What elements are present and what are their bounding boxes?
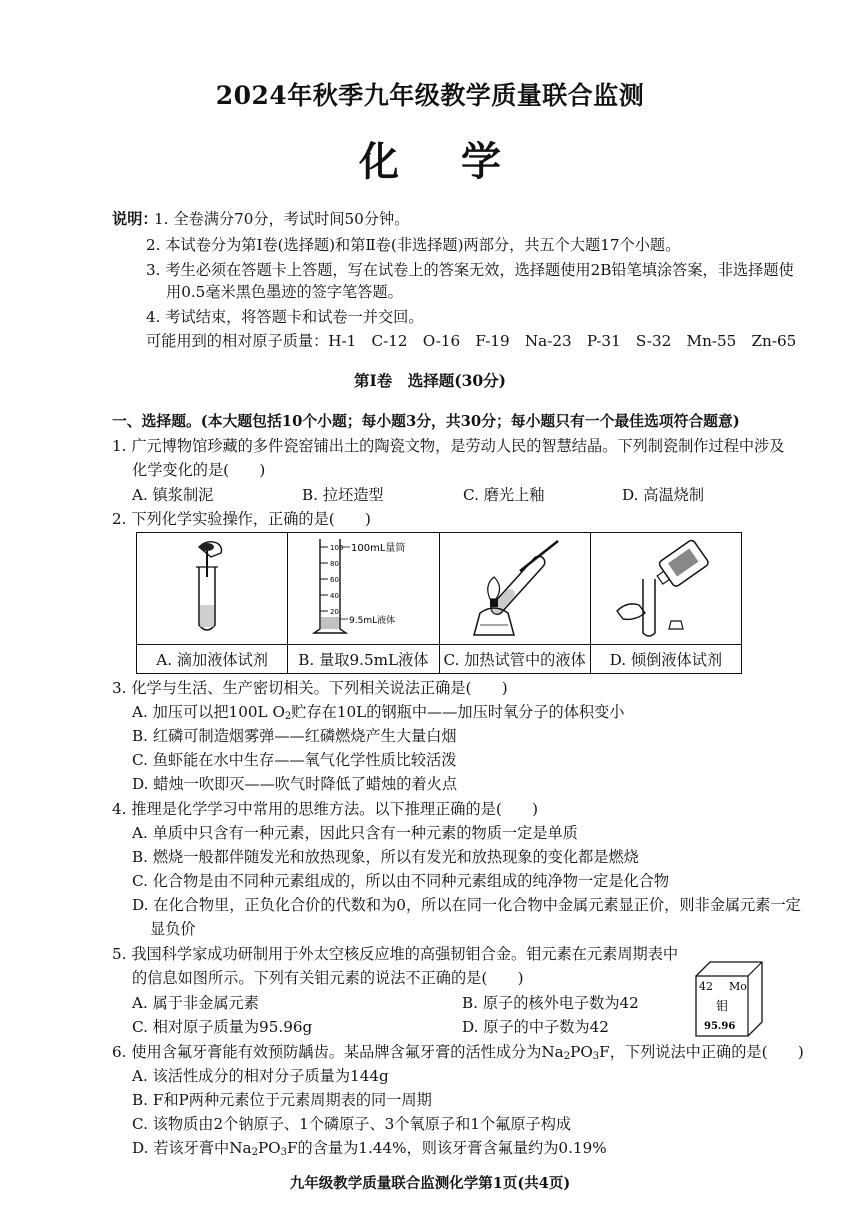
molybdenum-element-card	[692, 958, 764, 1038]
instruction-item: 1. 全卷满分70分，考试时间50分钟。	[154, 210, 410, 228]
question-4-stem: 4. 推理是化学学习中常用的思维方法。以下推理正确的是( )	[112, 800, 539, 818]
cylinder-tick: 80	[330, 560, 340, 568]
subject-title: 化学	[359, 138, 563, 185]
question-1-stem: 1. 广元博物馆珍藏的多件瓷窑铺出土的陶瓷文物，是劳动人民的智慧结晶。下列制瓷制作过程中涉及	[112, 437, 785, 455]
q2-label-b: B. 量取9.5mL液体	[288, 645, 439, 674]
q2-image-c	[439, 533, 590, 645]
section-title: 第Ⅰ卷 选择题(30分)	[354, 371, 506, 390]
q5-option-b: B. 原子的核外电子数为42	[462, 994, 639, 1012]
instructions-lead: 说明：	[112, 210, 158, 228]
alcohol-lamp-heating-icon	[440, 533, 600, 640]
instruction-item: 2. 本试卷分为第Ⅰ卷(选择题)和第Ⅱ卷(非选择题)两部分，共五个大题17个小题。	[146, 236, 681, 254]
q5-option-c: C. 相对原子质量为95.96g	[132, 1018, 313, 1036]
cylinder-caption: 100mL量筒	[351, 543, 406, 554]
q4-option-d: D. 在化合物里，正负化合价的代数和为0，所以在同一化合物中金属元素显正价，则非金属元素一定	[132, 896, 801, 914]
q6-option-d: D. 若该牙膏中$Na_2PO_3F$的含量为1.44%，则该牙膏含氟量约为0.19%	[132, 1139, 607, 1158]
cylinder-liquid-label: 9.5mL液体	[349, 616, 396, 626]
dropper-test-tube-icon	[137, 533, 287, 640]
q3-option-a: A. 加压可以把100L $O_2$贮存在10L的钢瓶中——加压时氧分子的体积变小	[132, 703, 625, 722]
cylinder-tick: 40	[330, 592, 340, 600]
q4-option-a: A. 单质中只含有一种元素，因此只含有一种元素的物质一定是单质	[132, 824, 578, 842]
q6-option-a: A. 该活性成分的相对分子质量为144g	[132, 1067, 389, 1085]
question-3-stem: 3. 化学与生活、生产密切相关。下列相关说法正确是( )	[112, 679, 508, 697]
element-mass: 95.96	[704, 1021, 736, 1032]
element-number: 42	[699, 980, 713, 993]
q1-option-d: D. 高温烧制	[622, 486, 705, 504]
exam-title: 2024年秋季九年级教学质量联合监测	[215, 81, 645, 110]
element-name: 钼	[716, 999, 729, 1013]
cylinder-tick: 60	[330, 576, 340, 584]
instruction-item: 3. 考生必须在答题卡上答题，写在试卷上的答案无效，选择题使用2B铅笔填涂答案，非选择题使	[146, 261, 794, 279]
pouring-reagent-icon	[591, 533, 736, 640]
q1-option-b: B. 拉坯造型	[302, 486, 384, 504]
q2-label-d: D. 倾倒液体试剂	[590, 645, 741, 674]
q3-option-c: C. 鱼虾能在水中生存——氧气化学性质比较活泼	[132, 751, 457, 769]
q3-option-d: D. 蜡烛一吹即灭——吹气时降低了蜡烛的着火点	[132, 775, 458, 793]
q4-option-d-cont: 显负价	[150, 920, 196, 938]
cylinder-tick: 20	[330, 608, 340, 616]
question-5-stem: 5. 我国科学家成功研制用于外太空核反应堆的高强韧钼合金。钼元素在元素周期表中	[112, 945, 679, 963]
q2-label-c: C. 加热试管中的液体	[439, 645, 590, 674]
q4-option-c: C. 化合物是由不同种元素组成的，所以由不同种元素组成的纯净物一定是化合物	[132, 872, 670, 890]
q5-option-a: A. 属于非金属元素	[132, 994, 259, 1012]
q2-label-a: A. 滴加液体试剂	[137, 645, 288, 674]
part-heading: 一、选择题。(本大题包括10个小题；每小题3分，共30分；每小题只有一个最佳选项符合题意)	[112, 413, 740, 430]
q1-option-a: A. 镇浆制泥	[132, 486, 214, 504]
instruction-item: 用0.5毫米黑色墨迹的签字笔答题。	[166, 283, 403, 301]
question-1-stem-cont: 化学变化的是( )	[132, 461, 266, 479]
q6-option-c: C. 该物质由2个钠原子、1个磷原子、3个氧原子和1个氟原子构成	[132, 1115, 572, 1133]
q5-option-d: D. 原子的中子数为42	[462, 1018, 609, 1036]
question-2-stem: 2. 下列化学实验操作，正确的是( )	[112, 510, 371, 528]
page-footer: 九年级教学质量联合监测化学第1页(共4页)	[289, 1175, 571, 1192]
question-6-stem: 6. 使用含氟牙膏能有效预防龋齿。某品牌含氟牙膏的活性成分为$Na_2PO_3F$，下列说法中正确的是( )	[112, 1043, 804, 1062]
q6-option-b: B. F和P两种元素位于元素周期表的同一周期	[132, 1091, 432, 1109]
q2-image-d	[590, 533, 741, 645]
q2-image-a	[137, 533, 288, 645]
element-symbol: Mo	[729, 980, 747, 993]
instruction-item: 4. 考试结束，将答题卡和试卷一并交回。	[146, 308, 424, 326]
q3-option-b: B. 红磷可制造烟雾弹——红磷燃烧产生大量白烟	[132, 727, 457, 745]
atomic-mass-list: 可能用到的相对原子质量：H-1 C-12 O-16 F-19 Na-23 P-31 S-32 Mn-55 Zn-65	[146, 332, 797, 350]
cylinder-tick: 100	[330, 544, 344, 552]
question-5-stem-cont: 的信息如图所示。下列有关钼元素的说法不正确的是( )	[132, 969, 524, 987]
q4-option-b: B. 燃烧一般都伴随发光和放热现象，所以有发光和放热现象的变化都是燃烧	[132, 848, 639, 866]
q2-operations-table	[136, 532, 742, 674]
graduated-cylinder-icon	[288, 533, 438, 640]
q2-image-b	[288, 533, 439, 645]
q1-option-c: C. 磨光上釉	[463, 486, 545, 504]
